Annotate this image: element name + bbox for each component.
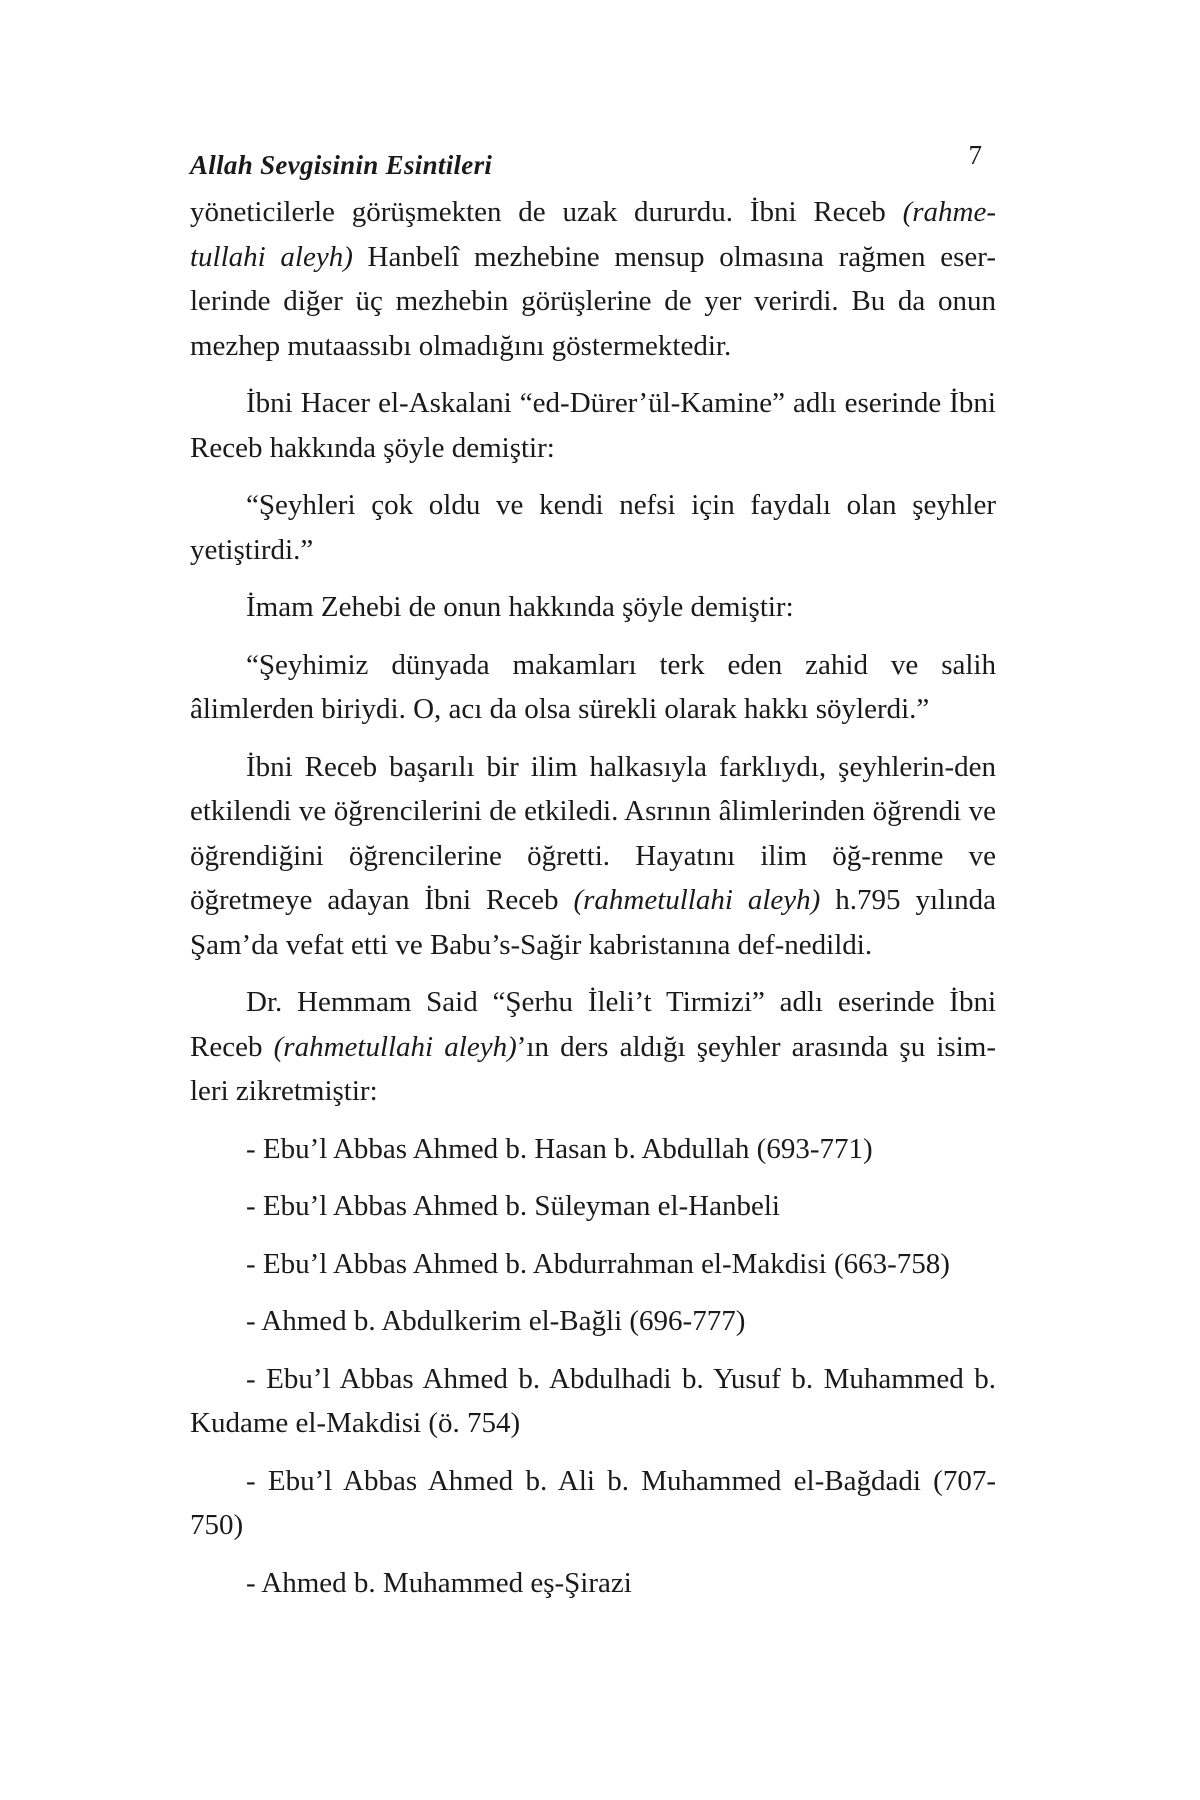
quote-text: “Şeyhimiz dünyada makamları terk eden zahid ve salih âlimlerden biriydi. O, acı da olsa sürekli olarak hakkı söylerdi.”: [190, 648, 996, 725]
paragraph-text: İmam Zehebi de onun hakkında şöyle demiştir:: [246, 591, 794, 623]
honorific-italic: (rahme-tullahi aleyh): [190, 196, 996, 273]
paragraph-text: Dr. Hemmam Said “Şerhu İleli’t Tirmizi” adlı eserinde İbni Receb: [190, 986, 996, 1063]
honorific-italic: (rahmetullahi aleyh): [573, 884, 821, 916]
paragraph-text: İbni Hacer el-Askalani “ed-Dürer’ül-Kamine” adlı eserinde İbni Receb hakkında şöyle demiştir:: [190, 387, 996, 464]
page-number: 7: [968, 140, 982, 170]
body-text: [190, 190, 996, 1605]
paragraph: [190, 745, 996, 968]
quote-text: “Şeyhleri çok oldu ve kendi nefsi için faydalı olan şeyhler yetiştirdi.”: [190, 489, 996, 566]
paragraph-continued: [190, 190, 996, 368]
book-title: Allah Sevgisinin Esintileri: [190, 150, 493, 180]
paragraph-text: Hanbelî mezhebine mensup olmasına rağmen eser-lerinde diğer üç mezhebin görüşlerine de yer verirdi. Bu da onun mezhep mutaassıbı olmadığını göstermektedir.: [190, 240, 996, 362]
paragraph: [190, 585, 996, 630]
teacher-list: [190, 1127, 996, 1606]
list-item: - Ebu’l Abbas Ahmed b. Abdulhadi b. Yusuf b. Muhammed b. Kudame el-Makdisi (ö. 754): [190, 1362, 996, 1439]
list-item: - Ahmed b. Muhammed eş-Şirazi: [246, 1566, 632, 1599]
list-item: - Ebu’l Abbas Ahmed b. Abdurrahman el-Makdisi (663-758): [246, 1247, 950, 1280]
list-item: - Ahmed b. Abdulkerim el-Bağli (696-777): [246, 1305, 746, 1337]
paragraph-text: yöneticilerle görüşmekten de uzak dururdu. İbni Receb: [190, 196, 903, 228]
paragraph-text: h.795 yılında Şam’da vefat etti ve Babu’s-Sağir kabristanına def-nedildi.: [190, 884, 996, 961]
quote-paragraph: [190, 643, 996, 732]
honorific-italic: (rahmetullahi aleyh): [273, 1030, 517, 1063]
list-item: - Ebu’l Abbas Ahmed b. Hasan b. Abdullah (693-771): [246, 1132, 873, 1165]
quote-paragraph: [190, 483, 996, 572]
running-head: [190, 140, 996, 190]
paragraph-text: İbni Receb başarılı bir ilim halkasıyla farklıydı, şeyhlerin-den etkilendi ve öğrencilerini de etkiledi. Asrının âlimlerinden öğrendi ve öğrendiğini öğrencilerine öğretti. Hayatını ilim öğ-renme ve öğretmeye adayan İbni Receb: [190, 750, 996, 916]
paragraph: [190, 980, 996, 1114]
list-item: - Ebu’l Abbas Ahmed b. Süleyman el-Hanbeli: [246, 1190, 780, 1222]
list-item: - Ebu’l Abbas Ahmed b. Ali b. Muhammed el-Bağdadi (707-750): [190, 1464, 996, 1541]
book-page: [190, 140, 996, 1700]
paragraph-text: ’ın ders aldığı şeyhler arasında şu isim-leri zikretmiştir:: [190, 1030, 996, 1107]
paragraph: [190, 381, 996, 470]
